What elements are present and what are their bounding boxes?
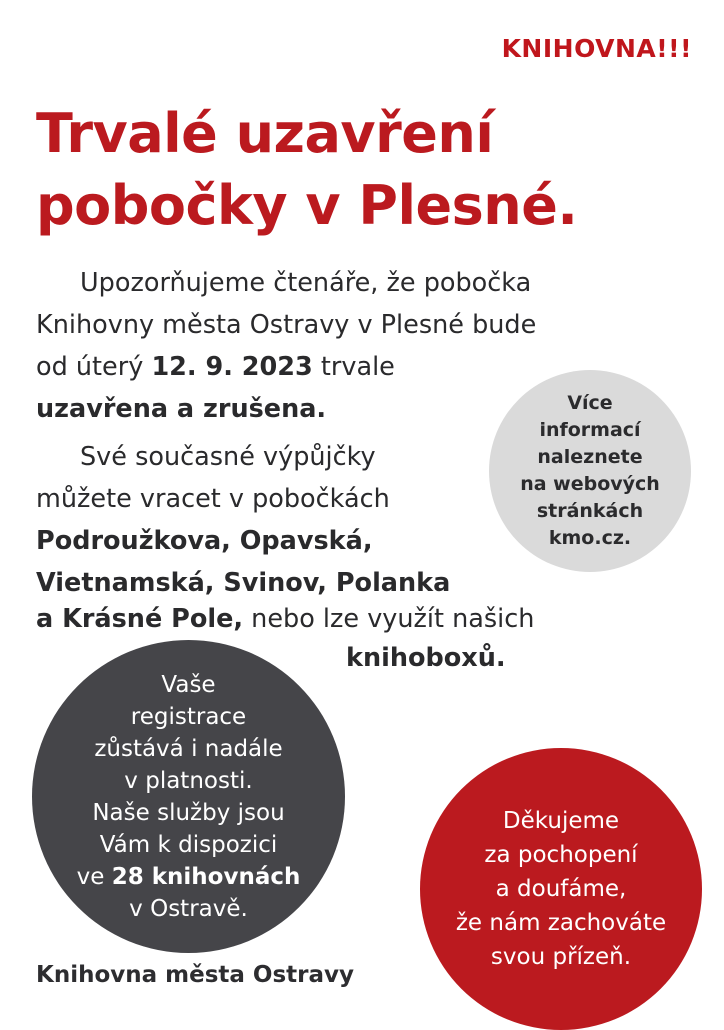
footer-signature: Knihovna města Ostravy [36, 962, 355, 988]
info-line: informací [539, 419, 641, 441]
branches-list-1: Podroužkova, Opavská, [36, 526, 373, 556]
paragraph-2-line-1: Své současné výpůjčky [80, 442, 376, 472]
registration-circle [32, 640, 345, 953]
paragraph-1-line-2: Knihovny města Ostravy v Plesné bude [36, 310, 537, 340]
registration-line-prefix: ve [76, 863, 112, 890]
paragraph-2-line-4 [36, 565, 450, 601]
library-count: 28 knihovnách [111, 863, 301, 890]
thanks-line: a doufáme, [495, 876, 627, 902]
registration-line-libraries [77, 861, 301, 893]
thanks-line: Děkujeme [502, 808, 620, 834]
registration-line: registrace [130, 703, 247, 730]
thanks-circle [420, 748, 702, 1030]
info-line: na webových [520, 473, 660, 495]
info-circle [489, 370, 691, 572]
info-line: stránkách [536, 500, 644, 522]
paragraph-1-line-1: Upozorňujeme čtenáře, že pobočka [80, 268, 532, 298]
headline-line-1: Trvalé uzavření [36, 102, 494, 165]
bookboxes-label: knihoboxů. [346, 643, 506, 673]
thanks-line: že nám zachováte [455, 910, 667, 936]
paragraph-2-line-5-tail: nebo lze využít našich [243, 604, 535, 634]
paragraph-2-line-5 [36, 601, 534, 637]
closure-status: uzavřena a zrušena. [36, 394, 327, 424]
closure-date: 12. 9. 2023 [151, 352, 313, 382]
paragraph-2-line-6 [346, 640, 506, 676]
info-line: Více [567, 392, 613, 414]
branches-list-3: a Krásné Pole, [36, 604, 244, 634]
thanks-line: svou přízeň. [490, 944, 632, 970]
headline-line-2: pobočky v Plesné. [36, 174, 578, 237]
paragraph-1-line-4 [36, 391, 326, 427]
info-line: naleznete [537, 446, 643, 468]
paragraph-2-line-2: můžete vracet v pobočkách [36, 484, 390, 514]
paragraph-1-line-3-text: od úterý [36, 352, 152, 382]
registration-line: v platnosti. [124, 767, 253, 794]
headline [36, 98, 696, 242]
registration-line: Vaše [161, 671, 216, 698]
paragraph-1-line-3-tail: trvale [312, 352, 395, 382]
paragraph-2-line-3 [36, 523, 373, 559]
registration-circle-text [77, 669, 301, 925]
branches-list-2: Vietnamská, Svinov, Polanka [36, 568, 451, 598]
brand-label: KNIHOVNA!!! [501, 34, 692, 63]
thanks-circle-text [456, 804, 666, 974]
registration-line: zůstává i nadále [94, 735, 283, 762]
registration-line: Naše služby jsou [92, 799, 285, 826]
website-link[interactable]: kmo.cz. [548, 527, 632, 549]
info-circle-text [520, 390, 660, 552]
registration-line: Vám k dispozici [99, 831, 278, 858]
registration-line: v Ostravě. [129, 895, 248, 922]
thanks-line: za pochopení [484, 842, 638, 868]
paragraph-1-line-3 [36, 349, 395, 385]
